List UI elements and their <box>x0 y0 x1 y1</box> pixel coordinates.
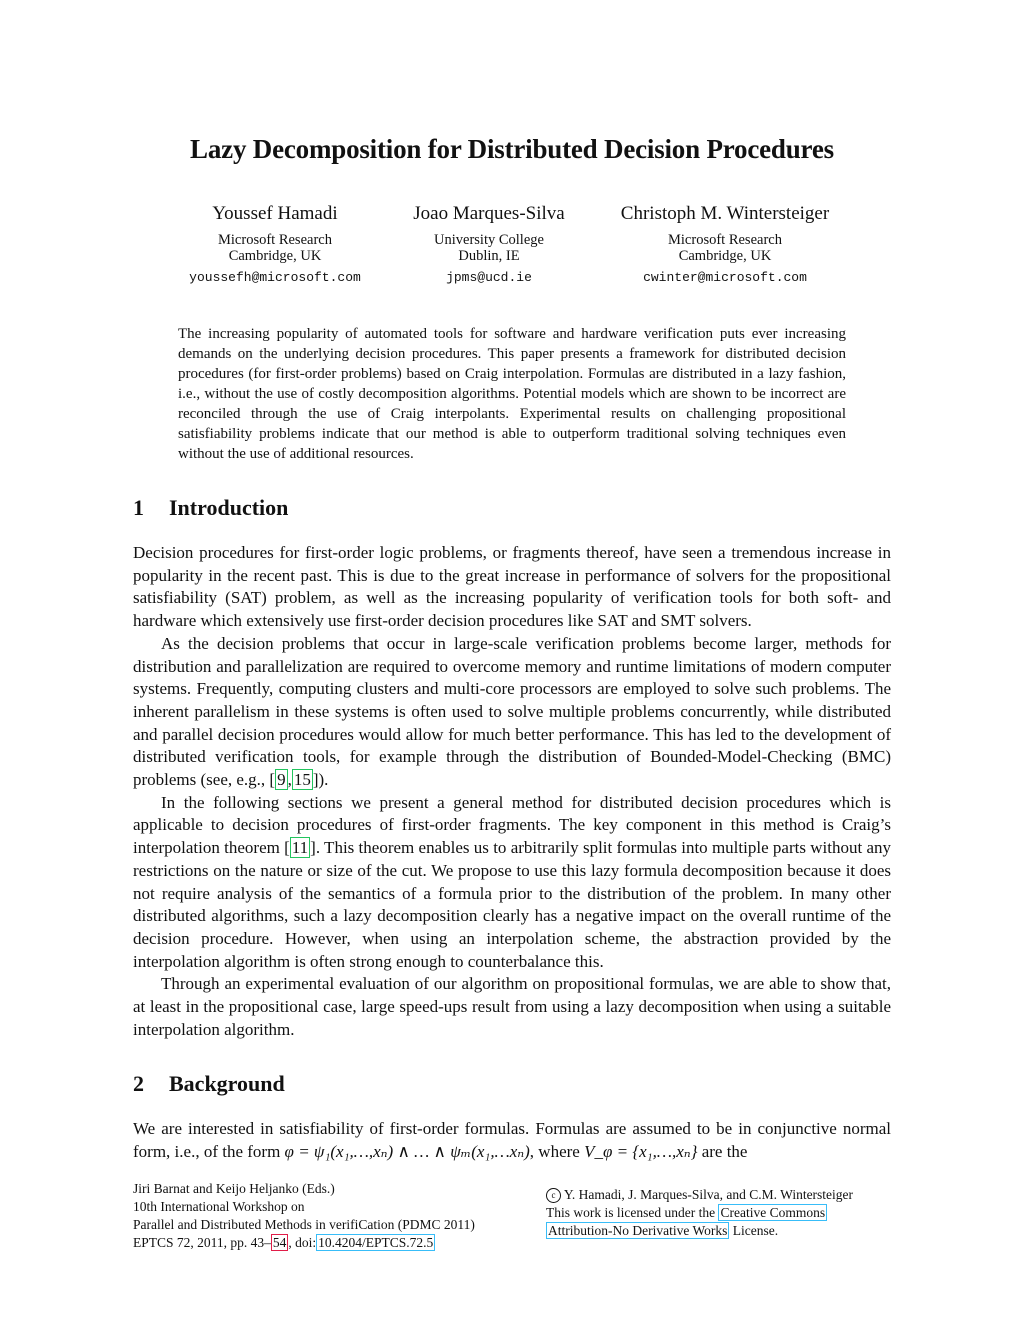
author-email: youssefh@microsoft.com <box>189 270 361 285</box>
author-location: Cambridge, UK <box>678 248 772 264</box>
series-text: EPTCS 72, 2011, pp. 43– <box>133 1235 271 1250</box>
author-location: Dublin, IE <box>458 248 520 264</box>
paragraph: As the decision problems that occur in large-scale verification problems become larger, methods for distribution and parallelization are required to overcome memory and runtime limitations of modern computer systems. Frequently, computing clusters and multi-core processors are employed to solve such problems. The inherent parallelism in these systems is often used to solve multiple problems concurrently, while distributed and parallel decision procedures would allow for much better performance. This has led to the development of distributed verification tools, for example through the distribution of Bounded-Model-Checking (BMC) problems (see, e.g., [ 9 , 15 ]). <box>133 633 891 790</box>
author-block <box>155 203 395 285</box>
license-link[interactable]: Attribution-No Derivative Works <box>548 1223 728 1238</box>
workshop-line: 10th International Workshop on <box>133 1199 305 1214</box>
section-heading-introduction <box>133 495 288 521</box>
author-affiliation: Microsoft Research <box>218 232 332 248</box>
paper-title: Lazy Decomposition for Distributed Decision Procedures <box>190 134 834 164</box>
author-location: Cambridge, UK <box>228 248 322 264</box>
author-name: Youssef Hamadi <box>212 203 338 224</box>
citation-link[interactable]: 9 <box>277 770 286 790</box>
paragraph-text: are the <box>697 1141 748 1161</box>
copyright-line <box>546 1186 853 1204</box>
citation-link[interactable]: 15 <box>293 770 311 790</box>
editors-line: Jiri Barnat and Keijo Heljanko (Eds.) <box>133 1181 335 1196</box>
author-affiliation: Microsoft Research <box>668 232 782 248</box>
paragraph <box>133 792 891 974</box>
paragraph-text: We are interested in satisfiability of first-order formulas. Formulas are assumed to be in conjunctive normal form, i.e., of the form <box>133 1119 891 1161</box>
author-affiliation: University College <box>434 232 544 248</box>
paragraph: Through an experimental evaluation of our algorithm on propositional formulas, we are able to show that, at least in the propositional case, large speed-ups result from using a lazy decomposition when using a suitable interpolation algorithm. <box>133 974 891 1039</box>
section-number: 1 <box>133 495 144 520</box>
citation-link[interactable]: 11 <box>291 838 309 858</box>
license-line <box>546 1222 853 1240</box>
paragraph-text: , where <box>529 1141 585 1161</box>
author-name: Christoph M. Wintersteiger <box>620 203 830 224</box>
paragraph <box>133 1118 891 1163</box>
doi-prefix: , doi: <box>288 1235 317 1250</box>
license-link[interactable]: Creative Commons <box>720 1205 826 1220</box>
abstract: The increasing popularity of automated tools for software and hardware verification puts ever increasing demands on the underlying decision procedures. This paper presents a framework for distributed decision procedures (for first-order problems) based on Craig interpolation. Formulas are distributed in a lazy fashion, i.e., without the use of costly decomposition algorithms. Potential models which are shown to be incorrect are reconciled through the use of Craig interpolants. Experimental results on challenging propositional satisfiability problems indicate that our method is able to outperform traditional solving techniques even without the use of additional resources. <box>178 326 846 462</box>
author-email: jpms@ucd.ie <box>446 270 532 285</box>
author-block <box>369 203 609 285</box>
license-prefix: This work is licensed under the <box>546 1205 716 1220</box>
series-line <box>133 1234 475 1252</box>
paragraph-text: In the following sections we present a general method for distributed decision procedures which is applicable to decision procedures of first-order fragments. The key component in this method is Craig’s interpolation theorem [ <box>133 792 891 858</box>
license-line <box>546 1204 853 1222</box>
copyright-icon: c <box>546 1188 561 1203</box>
math-formula: V_φ = {x₁,…,xₙ} <box>584 1141 698 1161</box>
author-name: Joao Marques-Silva <box>413 203 565 224</box>
section-number: 2 <box>133 1071 144 1096</box>
section-heading-background <box>133 1071 285 1097</box>
introduction-body <box>133 542 891 1041</box>
background-body <box>133 1118 891 1163</box>
author-email: cwinter@microsoft.com <box>643 270 807 285</box>
paragraph-text: ]. This theorem enables us to arbitrarily split formulas into multiple parts without any restrictions on the nature or size of the cut. We propose to use this lazy formula decomposition because it does not require analysis of the semantics of a formula prior to the distribution of the problem. In many other distributed algorithms, such a lazy decomposition clearly has a negative impact on the overall runtime of the decision procedure. However, when using an interpolation scheme, the abstraction provided by the interpolation algorithm is often strong enough to counterbalance this. <box>133 838 891 971</box>
paragraph: Decision procedures for first-order logic problems, or fragments thereof, have seen a tremendous increase in popularity in the recent past. This is due to the great increase in performance of solvers for the propositional satisfiability (SAT) problem, as well as the increasing popularity of verification tools for both soft- and hardware which extensively use first-order decision procedures like SAT and SMT solvers. <box>133 543 891 631</box>
math-formula: φ = ψ₁(x₁,…,xₙ) ∧ … ∧ ψₘ(x₁,…xₙ) <box>284 1141 530 1161</box>
copyright-holders: Y. Hamadi, J. Marques-Silva, and C.M. Wintersteiger <box>563 1187 854 1202</box>
author-block <box>605 203 845 285</box>
doi-link[interactable]: 10.4204/EPTCS.72.5 <box>318 1235 434 1250</box>
paragraph-text: ]). <box>312 770 329 790</box>
license-footer <box>546 1186 853 1240</box>
last-page-link[interactable]: 54 <box>272 1235 287 1250</box>
publication-footer <box>133 1180 475 1252</box>
section-title: Introduction <box>169 495 289 520</box>
paragraph-text: As the decision problems that occur in large-scale verification problems become larger, methods for distribution and parallelization are required to overcome memory and runtime limitations of modern computer systems. Frequently, computing clusters and multi-core processors are employed to solve such problems. The inherent parallelism in these systems is often used to solve multiple problems concurrently, while distributed and parallel decision procedures would allow for much better performance. This has led to the development of distributed verification tools, for example through the distribution of Bounded-Model-Checking (BMC) problems (see, e.g., [ <box>133 633 891 790</box>
venue-line: Parallel and Distributed Methods in verifiCation (PDMC 2011) <box>133 1217 475 1232</box>
section-title: Background <box>169 1071 285 1096</box>
license-suffix: License. <box>729 1223 779 1238</box>
